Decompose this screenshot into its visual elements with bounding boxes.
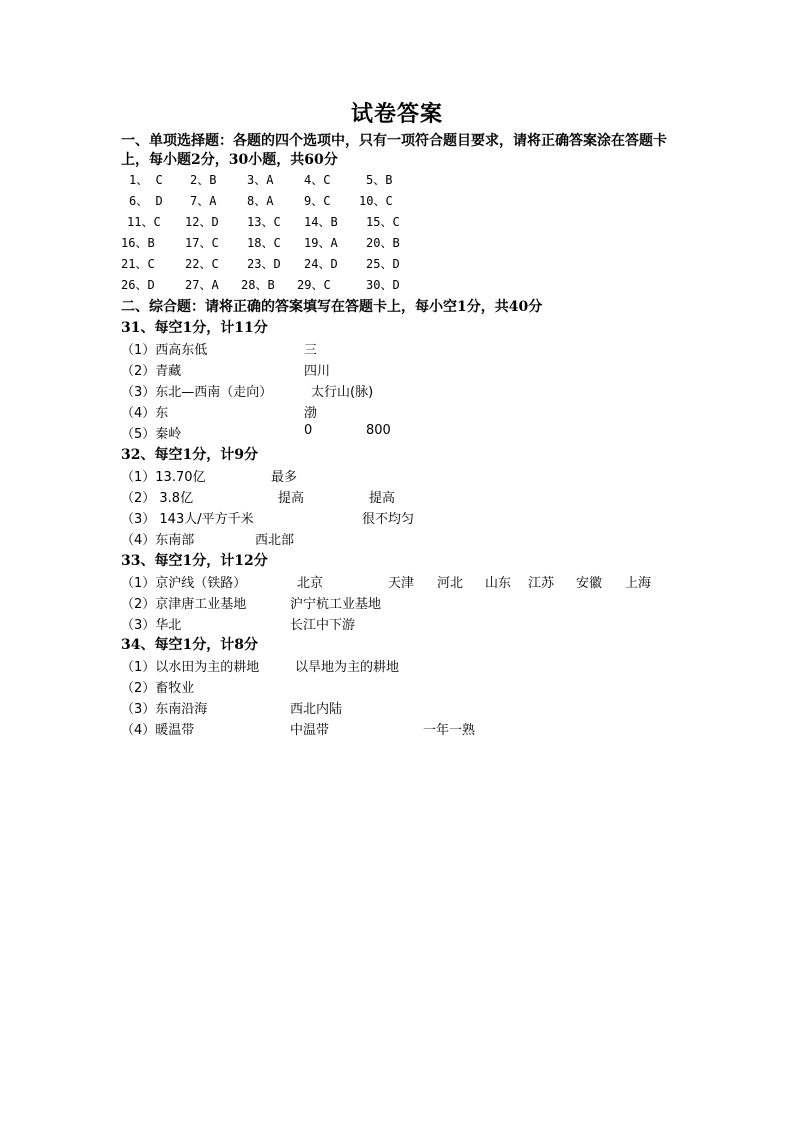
- answer-cell: 10、C: [359, 194, 393, 208]
- answer-cell: 18、C: [247, 236, 281, 250]
- answer-text: （1）西高东低: [121, 343, 208, 358]
- answer-text: 上海: [625, 576, 652, 591]
- answer-text: （1）以水田为主的耕地: [121, 660, 260, 675]
- answer-cell: 28、B: [241, 278, 275, 292]
- answer-text: （2） 3.8亿: [121, 491, 194, 506]
- answer-text: 长江中下游: [290, 618, 356, 633]
- answer-cell: 9、C: [304, 194, 331, 208]
- answer-text: （2）京津唐工业基地: [121, 597, 247, 612]
- answer-text: 四川: [304, 364, 331, 379]
- answer-text: 0: [304, 423, 313, 438]
- answer-cell: 13、C: [247, 215, 281, 229]
- answer-cell: 7、A: [190, 194, 217, 208]
- answer-cell: 20、B: [366, 236, 400, 250]
- answer-text: （5）秦岭: [121, 427, 182, 442]
- answer-cell: 2、B: [190, 173, 217, 187]
- answer-text: 以旱地为主的耕地: [295, 660, 400, 675]
- answer-text: 江苏: [528, 576, 555, 591]
- answer-text: （4）暖温带: [121, 723, 195, 738]
- answer-text: （4）东: [121, 406, 169, 421]
- answer-cell: 25、D: [366, 257, 400, 271]
- answer-text: 三: [304, 343, 318, 358]
- answer-text: （1）京沪线（铁路）: [121, 576, 247, 591]
- answer-text: 安徽: [576, 576, 603, 591]
- answer-text: 提高: [278, 491, 305, 506]
- answer-cell: 24、D: [304, 257, 338, 271]
- answer-text: （1）13.70亿: [121, 470, 206, 485]
- answer-cell: 30、D: [366, 278, 400, 292]
- answer-cell: 17、C: [185, 236, 219, 250]
- answer-text: 很不均匀: [362, 512, 415, 527]
- answer-text: （3）华北: [121, 618, 182, 633]
- answer-cell: 21、C: [121, 257, 155, 271]
- answer-text: 山东: [485, 576, 512, 591]
- answer-text: （2）畜牧业: [121, 681, 195, 696]
- q31-heading: 31、每空1分，计11分: [121, 320, 268, 336]
- answer-cell: 5、B: [366, 173, 393, 187]
- answer-text: 渤: [304, 406, 318, 421]
- answer-text: 河北: [437, 576, 464, 591]
- answer-text: 沪宁杭工业基地: [290, 597, 382, 612]
- answer-cell: 15、C: [366, 215, 400, 229]
- answer-cell: 19、A: [304, 236, 338, 250]
- answer-cell: 6、 D: [129, 194, 163, 208]
- answer-text: （3）东北—西南（走向）: [121, 385, 273, 400]
- answer-cell: 14、B: [304, 215, 338, 229]
- answer-text: （3）东南沿海: [121, 702, 208, 717]
- section2-heading: 二、综合题：请将正确的答案填写在答题卡上，每小空1分，共40分: [121, 299, 543, 315]
- answer-text: 一年一熟: [423, 723, 476, 738]
- answer-text: 西北部: [255, 533, 295, 548]
- answer-text: 太行山(脉): [311, 385, 374, 400]
- answer-text: 最多: [271, 470, 298, 485]
- answer-cell: 4、C: [304, 173, 331, 187]
- answer-cell: 1、 C: [129, 173, 163, 187]
- answer-text: （3） 143人/平方千米: [121, 512, 254, 527]
- page-title: 试卷答案: [350, 101, 443, 127]
- answer-cell: 22、C: [185, 257, 219, 271]
- section1-heading-line1: 一、单项选择题：各题的四个选项中，只有一项符合题目要求，请将正确答案涂在答题卡: [121, 133, 667, 149]
- answer-cell: 3、A: [247, 173, 274, 187]
- answer-text: 天津: [388, 576, 415, 591]
- answer-text: 西北内陆: [290, 702, 343, 717]
- answer-cell: 23、D: [247, 257, 281, 271]
- answer-cell: 29、C: [297, 278, 331, 292]
- q33-heading: 33、每空1分，计12分: [121, 553, 268, 569]
- q34-heading: 34、每空1分，计8分: [121, 637, 258, 653]
- q32-heading: 32、每空1分，计9分: [121, 447, 258, 463]
- answer-cell: 26、D: [121, 278, 155, 292]
- answer-text: 提高: [369, 491, 396, 506]
- answer-cell: 8、A: [247, 194, 274, 208]
- answer-cell: 12、D: [185, 215, 219, 229]
- answer-cell: 16、B: [121, 236, 155, 250]
- answer-text: 北京: [297, 576, 324, 591]
- answer-text: （4）东南部: [121, 533, 195, 548]
- answer-text: （2）青藏: [121, 364, 182, 379]
- answer-cell: 11、C: [127, 215, 161, 229]
- answer-cell: 27、A: [185, 278, 219, 292]
- answer-text: 中温带: [290, 723, 330, 738]
- section1-heading-line2: 上，每小题2分，30小题，共60分: [121, 152, 338, 168]
- answer-text: 800: [366, 423, 391, 438]
